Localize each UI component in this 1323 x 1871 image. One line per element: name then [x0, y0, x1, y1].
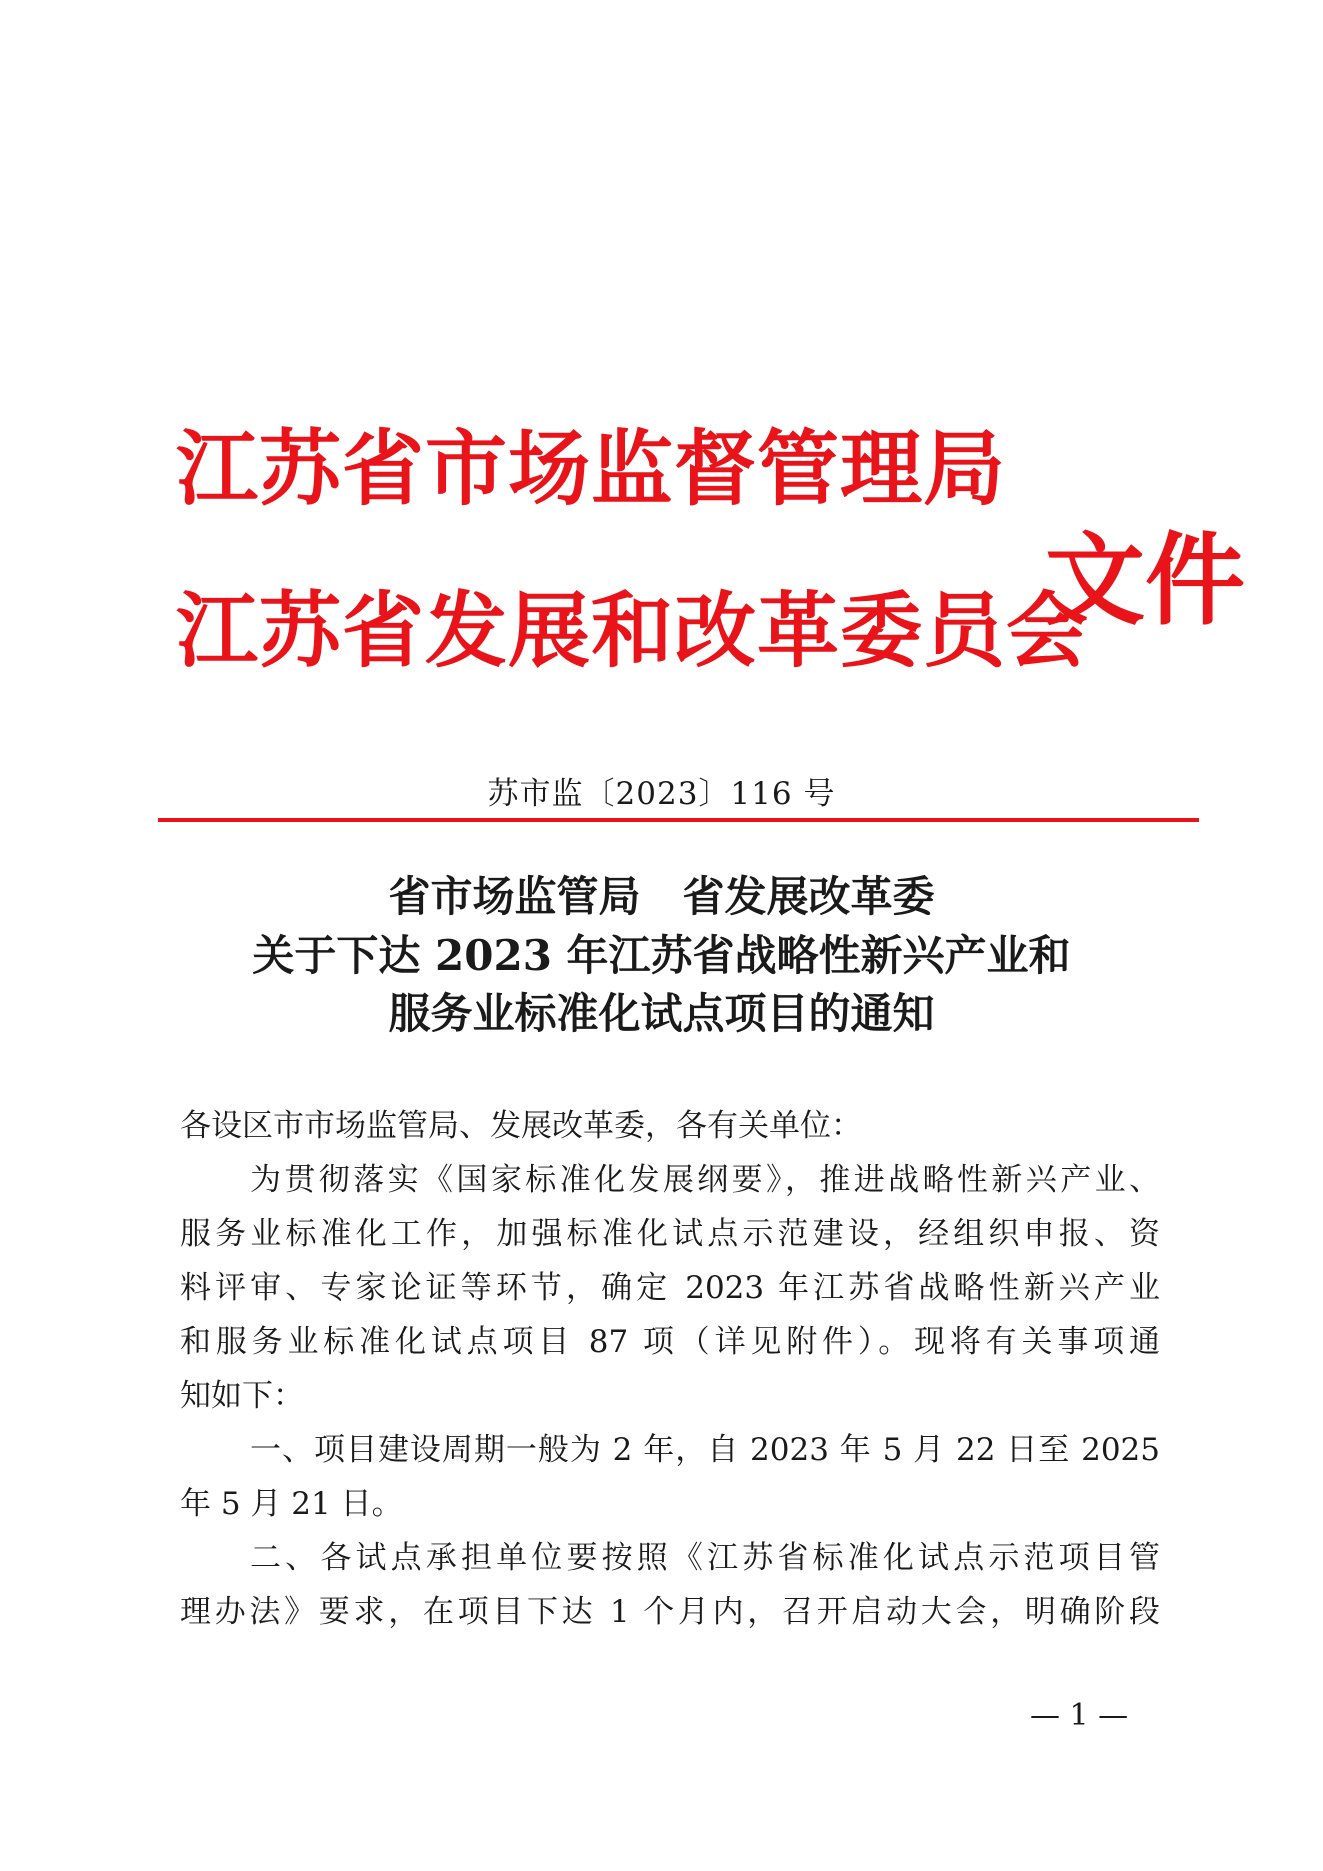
- body-line: 知如下：: [180, 1378, 304, 1414]
- title-line-1: 省市场监管局 省发展改革委: [388, 872, 935, 921]
- red-divider: [158, 818, 1199, 822]
- salutation: 各设区市市场监管局、发展改革委，各有关单位：: [180, 1108, 862, 1144]
- title-line-2: 关于下达 2023 年江苏省战略性新兴产业和: [252, 931, 1071, 980]
- page-number: — 1 —: [1030, 1698, 1129, 1733]
- body-line: 和服务业标准化试点项目 87 项（详见附件）。现将有关事项通: [180, 1324, 1160, 1360]
- body-line: 理办法》要求，在项目下达 1 个月内，召开启动大会，明确阶段: [180, 1594, 1160, 1630]
- issuing-org-1: 江苏省市场监督管理局: [176, 421, 1007, 517]
- body-line: 为贯彻落实《国家标准化发展纲要》，推进战略性新兴产业、: [250, 1162, 1160, 1198]
- body-line: 年 5 月 21 日。: [180, 1486, 403, 1522]
- body-line: 料评审、专家论证等环节，确定 2023 年江苏省战略性新兴产业: [180, 1270, 1160, 1306]
- document-label: 文件: [1045, 521, 1245, 639]
- body-line: 服务业标准化工作，加强标准化试点示范建设，经组织申报、资: [180, 1216, 1160, 1252]
- title-line-3: 服务业标准化试点项目的通知: [388, 989, 935, 1038]
- body-line: 一、项目建设周期一般为 2 年，自 2023 年 5 月 22 日至 2025: [250, 1432, 1160, 1468]
- issuing-org-2: 江苏省发展和改革委员会: [176, 583, 1090, 679]
- document-number: 苏市监〔2023〕116 号: [487, 776, 836, 812]
- body-line: 二、各试点承担单位要按照《江苏省标准化试点示范项目管: [250, 1540, 1160, 1576]
